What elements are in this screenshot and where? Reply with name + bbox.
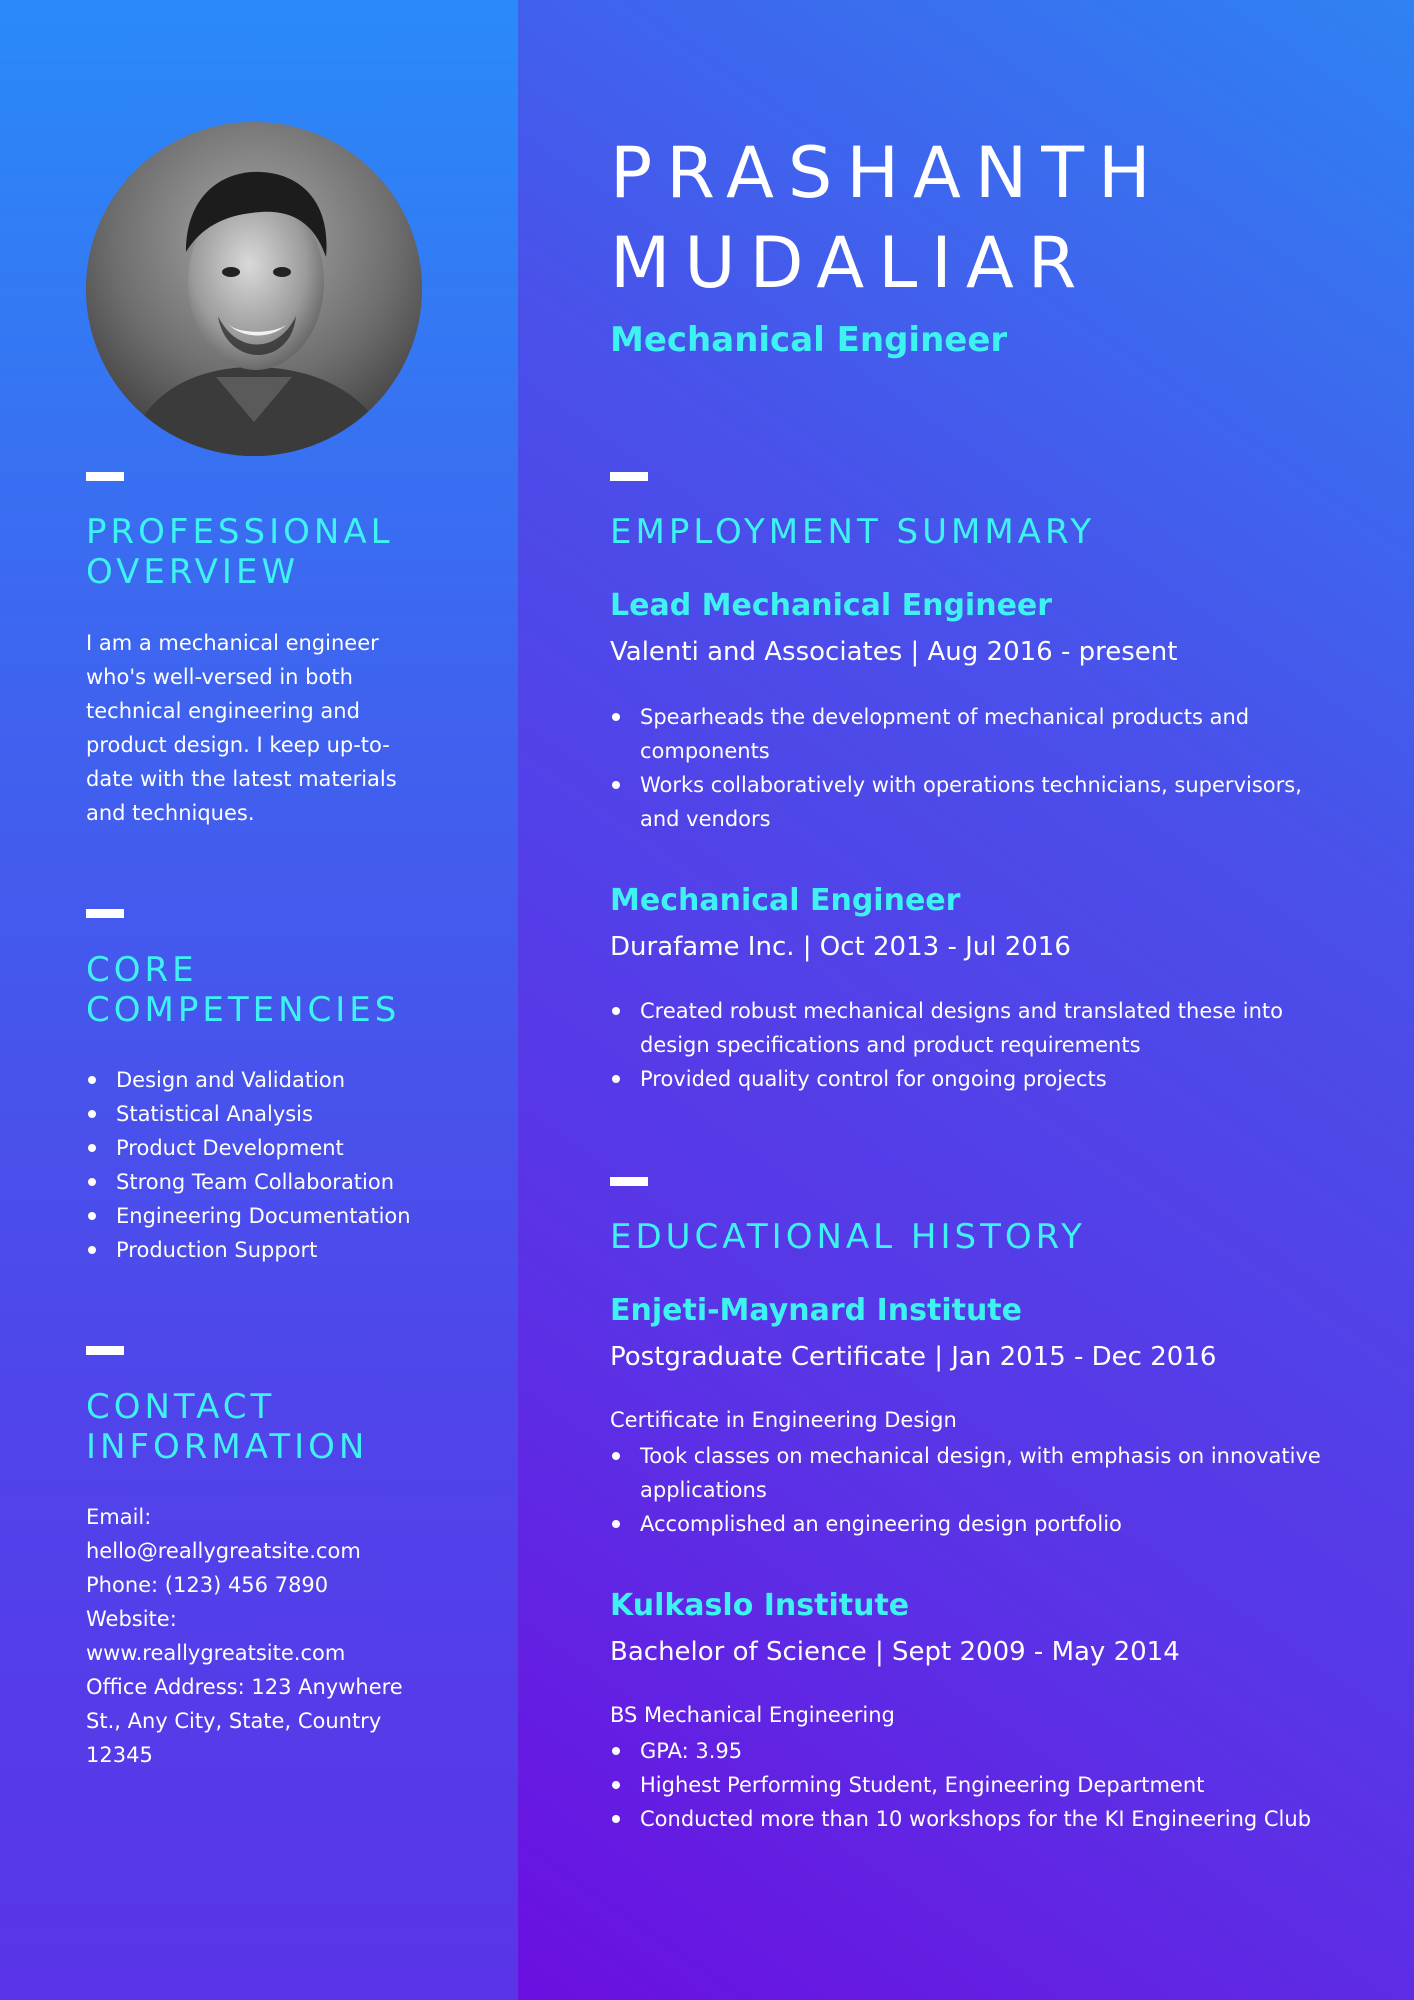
contact-website[interactable]: www.reallygreatsite.com (86, 1641, 346, 1665)
employment-heading: EMPLOYMENT SUMMARY (610, 512, 1096, 552)
candidate-name (610, 128, 1390, 308)
school-bullets (610, 1734, 1330, 1836)
job-bullets (610, 700, 1330, 836)
overview-heading-line1: PROFESSIONAL (86, 512, 394, 552)
list-item: Spearheads the development of mechanical products and components (610, 700, 1330, 768)
section-divider (86, 1346, 124, 1355)
list-item: Provided quality control for ongoing projects (610, 1062, 1330, 1096)
school-bullets (610, 1439, 1330, 1541)
school-name: Enjeti-Maynard Institute (610, 1293, 1022, 1328)
list-item: Accomplished an engineering design portfolio (610, 1507, 1330, 1541)
profile-photo (86, 122, 422, 456)
job-meta: Durafame Inc. | Oct 2013 - Jul 2016 (610, 932, 1071, 962)
contact-address-line2: St., Any City, State, Country (86, 1709, 382, 1733)
contact-address-line1: Office Address: 123 Anywhere (86, 1675, 403, 1699)
job-title: Mechanical Engineer (610, 883, 961, 918)
contact-email[interactable]: hello@reallygreatsite.com (86, 1539, 361, 1563)
job-meta: Valenti and Associates | Aug 2016 - present (610, 637, 1178, 667)
list-item: Works collaboratively with operations technicians, supervisors, and vendors (610, 768, 1330, 836)
school-name: Kulkaslo Institute (610, 1588, 910, 1623)
list-item: Production Support (86, 1233, 486, 1267)
list-item: Engineering Documentation (86, 1199, 486, 1233)
contact-website-label: Website: (86, 1607, 177, 1631)
overview-heading (86, 512, 506, 592)
contact-details (86, 1500, 416, 1772)
list-item: Conducted more than 10 workshops for the KI Engineering Club (610, 1802, 1330, 1836)
section-divider (86, 909, 124, 918)
section-divider (86, 472, 124, 481)
job-title-subtitle: Mechanical Engineer (610, 320, 1008, 360)
job-title: Lead Mechanical Engineer (610, 588, 1053, 623)
list-item: GPA: 3.95 (610, 1734, 1330, 1768)
contact-heading (86, 1387, 506, 1467)
job-bullets (610, 994, 1330, 1096)
name-line2: MUDALIAR (610, 222, 1091, 304)
school-meta: Postgraduate Certificate | Jan 2015 - Dec 2016 (610, 1342, 1217, 1372)
list-item: Took classes on mechanical design, with emphasis on innovative applications (610, 1439, 1330, 1507)
list-item: Highest Performing Student, Engineering Department (610, 1768, 1330, 1802)
name-line1: PRASHANTH (610, 132, 1165, 214)
school-note: BS Mechanical Engineering (610, 1703, 895, 1727)
competencies-list (86, 1063, 486, 1267)
section-divider (610, 472, 648, 481)
school-meta: Bachelor of Science | Sept 2009 - May 2014 (610, 1637, 1180, 1667)
overview-heading-line2: OVERVIEW (86, 552, 300, 592)
contact-heading-line1: CONTACT (86, 1387, 276, 1427)
list-item: Statistical Analysis (86, 1097, 486, 1131)
competencies-heading-line2: COMPETENCIES (86, 990, 401, 1030)
list-item: Design and Validation (86, 1063, 486, 1097)
list-item: Strong Team Collaboration (86, 1165, 486, 1199)
school-note: Certificate in Engineering Design (610, 1408, 957, 1432)
list-item: Created robust mechanical designs and translated these into design specifications and product requirements (610, 994, 1330, 1062)
competencies-heading (86, 950, 506, 1030)
list-item: Product Development (86, 1131, 486, 1165)
contact-address-line3: 12345 (86, 1743, 153, 1767)
contact-phone: Phone: (123) 456 7890 (86, 1573, 329, 1597)
portrait-illustration (86, 122, 422, 456)
contact-email-label: Email: (86, 1505, 152, 1529)
contact-heading-line2: INFORMATION (86, 1427, 369, 1467)
section-divider (610, 1177, 648, 1186)
education-heading: EDUCATIONAL HISTORY (610, 1217, 1086, 1257)
competencies-heading-line1: CORE (86, 950, 198, 990)
overview-text: I am a mechanical engineer who's well-versed in both technical engineering and product design. I keep up-to-date with the latest materials and techniques. (86, 631, 397, 825)
